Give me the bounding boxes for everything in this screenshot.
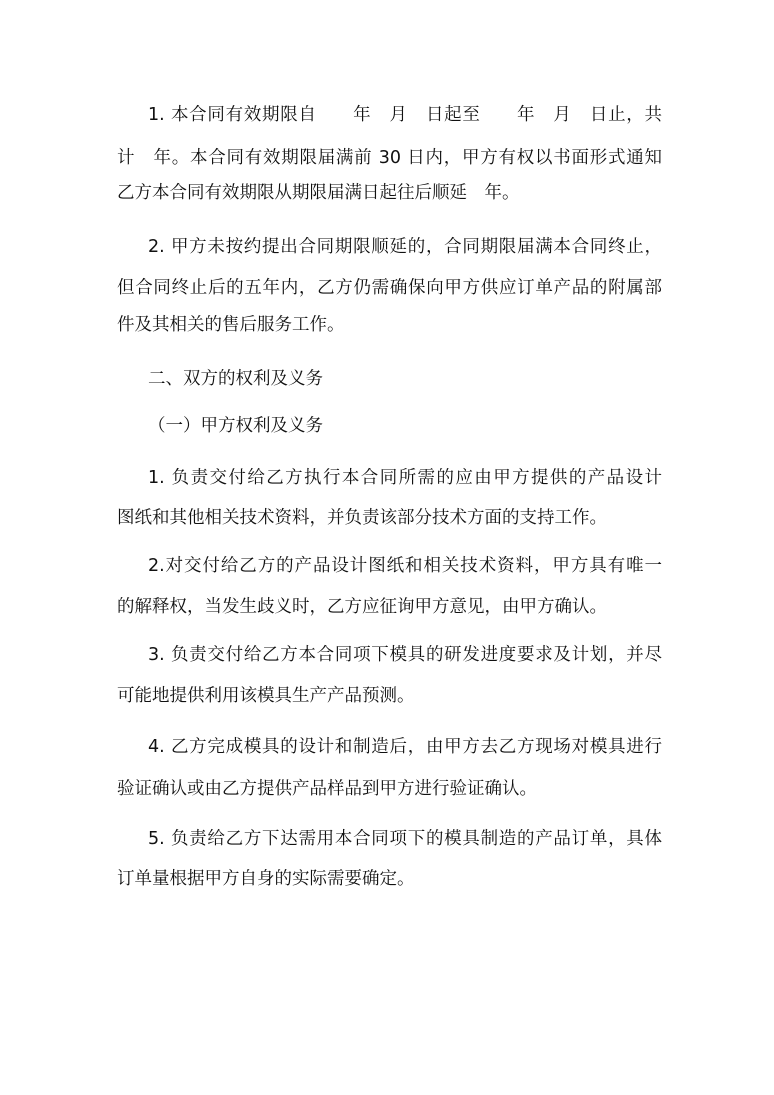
item-3-line-1: 3. 负责交付给乙方本合同项下模具的研发进度要求及计划，并尽	[148, 645, 662, 665]
item-2-line-1: 2.对交付给乙方的产品设计图纸和相关技术资料，甲方具有唯一	[148, 556, 662, 576]
clause-1-line-2: 计 年。本合同有效期限届满前 30 日内，甲方有权以书面形式通知	[117, 148, 662, 168]
clause-2-line-2: 但合同终止后的五年内，乙方仍需确保向甲方供应订单产品的附属部	[117, 278, 662, 298]
clause-2-line-3: 件及其相关的售后服务工作。	[117, 315, 345, 335]
item-5-line-2: 订单量根据甲方自身的实际需要确定。	[117, 869, 415, 889]
clause-1-line-3: 乙方本合同有效期限从期限届满日起往后顺延 年。	[117, 183, 520, 203]
section-heading-rights: 二、双方的权利及义务	[148, 369, 323, 389]
item-4-line-1: 4. 乙方完成模具的设计和制造后，由甲方去乙方现场对模具进行	[148, 737, 662, 757]
subsection-heading-party-a: （一）甲方权利及义务	[148, 416, 323, 436]
item-5-line-1: 5. 负责给乙方下达需用本合同项下的模具制造的产品订单，具体	[148, 829, 662, 849]
clause-2-line-1: 2. 甲方未按约提出合同期限顺延的，合同期限届满本合同终止，	[148, 237, 662, 257]
item-4-line-2: 验证确认或由乙方提供产品样品到甲方进行验证确认。	[117, 779, 537, 799]
item-3-line-2: 可能地提供利用该模具生产产品预测。	[117, 686, 415, 706]
item-1-line-2: 图纸和其他相关技术资料，并负责该部分技术方面的支持工作。	[117, 508, 607, 528]
item-2-line-2: 的解释权，当发生歧义时，乙方应征询甲方意见，由甲方确认。	[117, 597, 607, 617]
item-1-line-1: 1. 负责交付给乙方执行本合同所需的应由甲方提供的产品设计	[148, 468, 662, 488]
clause-1-line-1: 1. 本合同有效期限自 年 月 日起至 年 月 日止，共	[148, 105, 662, 125]
